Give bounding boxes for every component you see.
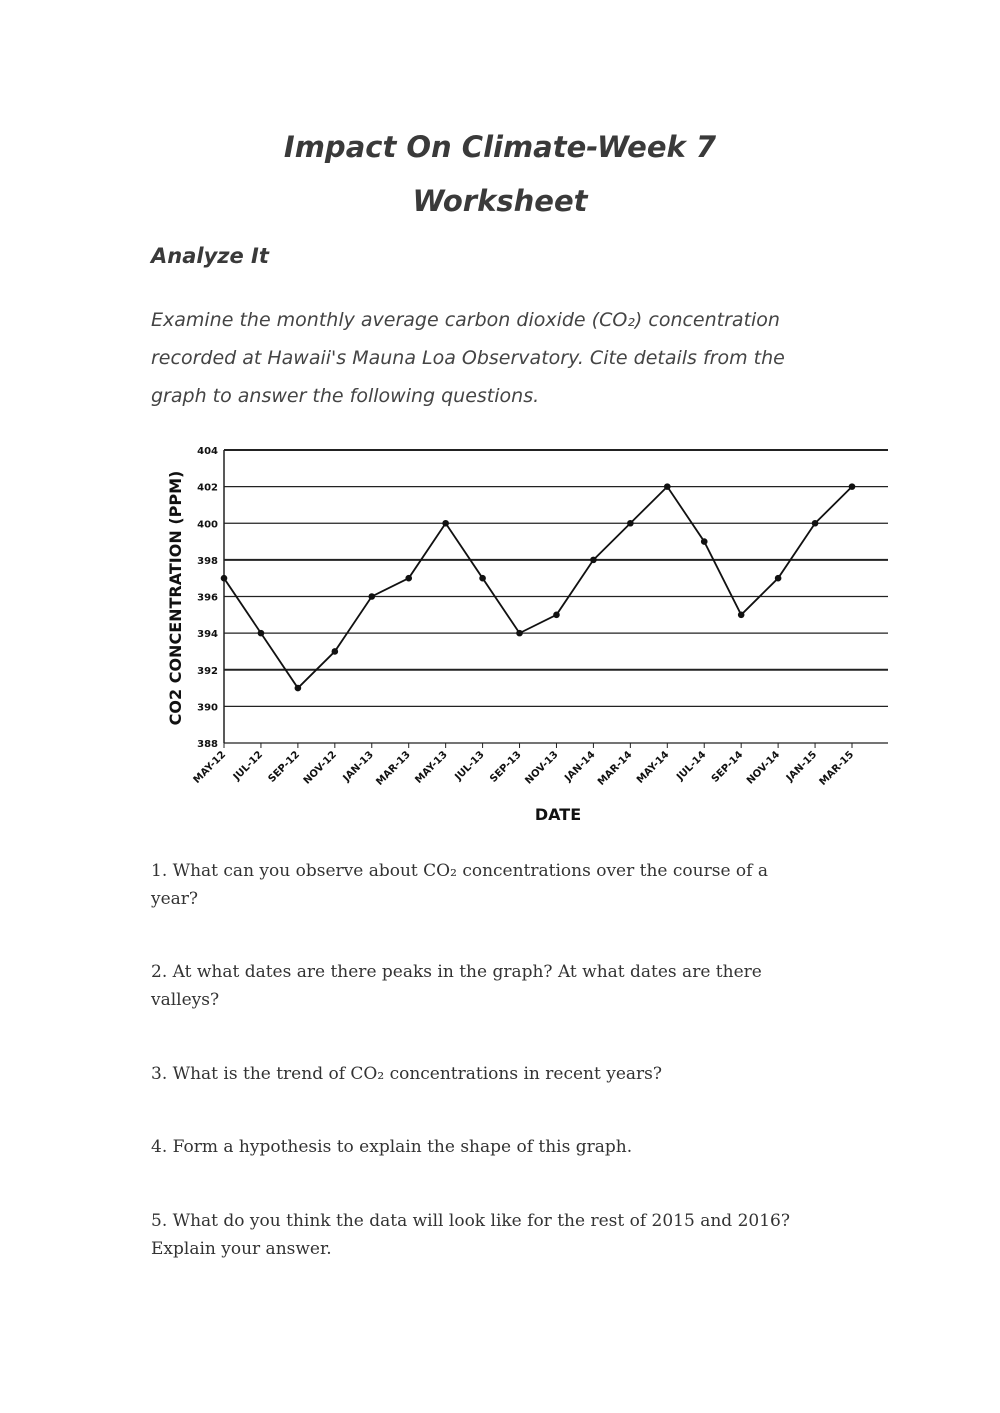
x-tick-label: NOV-14 xyxy=(744,749,783,787)
x-tick-label: JUL-14 xyxy=(674,749,709,783)
x-tick-label: MAR-13 xyxy=(374,749,413,788)
x-tick-label: JAN-15 xyxy=(784,749,820,784)
x-tick-label: JAN-13 xyxy=(341,749,376,784)
x-tick-label: MAR-15 xyxy=(817,749,857,788)
x-tick-label: MAY-13 xyxy=(413,749,450,786)
question-2-line-1: 2. At what dates are there peaks in the graph? At what dates are there xyxy=(151,962,762,982)
data-point xyxy=(368,593,375,600)
x-tick-label: MAY-14 xyxy=(634,749,672,786)
co2-line-chart xyxy=(160,440,900,830)
y-tick-label: 396 xyxy=(197,592,218,604)
question-5-line-1: 5. What do you think the data will look like for the rest of 2015 and 2016? xyxy=(151,1211,790,1231)
section-heading: Analyze It xyxy=(151,244,269,268)
data-point xyxy=(812,520,819,527)
data-point xyxy=(553,612,560,619)
y-tick-label: 388 xyxy=(197,739,218,750)
data-point xyxy=(479,575,486,582)
data-point xyxy=(664,483,671,490)
x-tick-label: SEP-14 xyxy=(709,749,746,785)
data-point xyxy=(701,538,708,545)
question-2-line-2: valleys? xyxy=(151,990,220,1010)
data-point xyxy=(627,520,634,527)
data-point xyxy=(516,630,523,637)
data-point xyxy=(775,575,782,582)
question-4: 4. Form a hypothesis to explain the shape of this graph. xyxy=(151,1137,633,1157)
data-point xyxy=(332,648,339,655)
x-tick-label: JUL-13 xyxy=(453,749,487,783)
x-tick-label: SEP-12 xyxy=(266,749,303,785)
data-point xyxy=(442,520,449,527)
question-1 xyxy=(151,857,851,913)
data-point xyxy=(258,630,265,637)
data-point xyxy=(405,575,412,582)
x-tick-label: NOV-12 xyxy=(301,749,339,787)
question-1-line-1: 1. What can you observe about CO₂ concentrations over the course of a xyxy=(151,861,768,881)
question-2 xyxy=(151,958,851,1014)
x-tick-label: MAY-12 xyxy=(191,749,229,786)
y-tick-label: 398 xyxy=(197,555,218,567)
intro-line-1: Examine the monthly average carbon dioxide (CO₂) concentration xyxy=(151,309,780,331)
intro-line-2: recorded at Hawaii's Mauna Loa Observatory. Cite details from the xyxy=(151,347,785,369)
data-point xyxy=(221,575,228,582)
question-5-line-2: Explain your answer. xyxy=(151,1239,332,1259)
data-point xyxy=(849,483,856,490)
x-tick-label: NOV-13 xyxy=(523,749,561,787)
question-3: 3. What is the trend of CO₂ concentrations in recent years? xyxy=(151,1064,662,1084)
y-tick-label: 392 xyxy=(197,665,218,677)
x-tick-label: MAR-14 xyxy=(595,749,635,788)
x-tick-label: JUL-12 xyxy=(231,749,266,783)
data-point xyxy=(295,685,302,692)
y-tick-label: 394 xyxy=(197,629,218,641)
y-tick-label: 402 xyxy=(197,482,218,494)
x-tick-label: JAN-14 xyxy=(562,749,598,784)
data-point xyxy=(738,612,745,619)
question-1-line-2: year? xyxy=(151,889,199,909)
x-axis-label: DATE xyxy=(534,805,582,824)
x-tick-label: SEP-13 xyxy=(488,749,524,785)
question-5 xyxy=(151,1207,851,1263)
y-tick-label: 404 xyxy=(197,446,218,457)
y-axis-label: CO2 CONCENTRATION (PPM) xyxy=(166,470,185,726)
y-tick-label: 400 xyxy=(197,519,218,531)
data-point xyxy=(590,557,597,564)
y-tick-label: 390 xyxy=(197,702,218,714)
worksheet-title: Impact On Climate-Week 7 xyxy=(283,130,717,164)
worksheet-subtitle: Worksheet xyxy=(412,184,588,218)
intro-line-3: graph to answer the following questions. xyxy=(151,385,540,407)
intro-paragraph xyxy=(151,301,851,415)
